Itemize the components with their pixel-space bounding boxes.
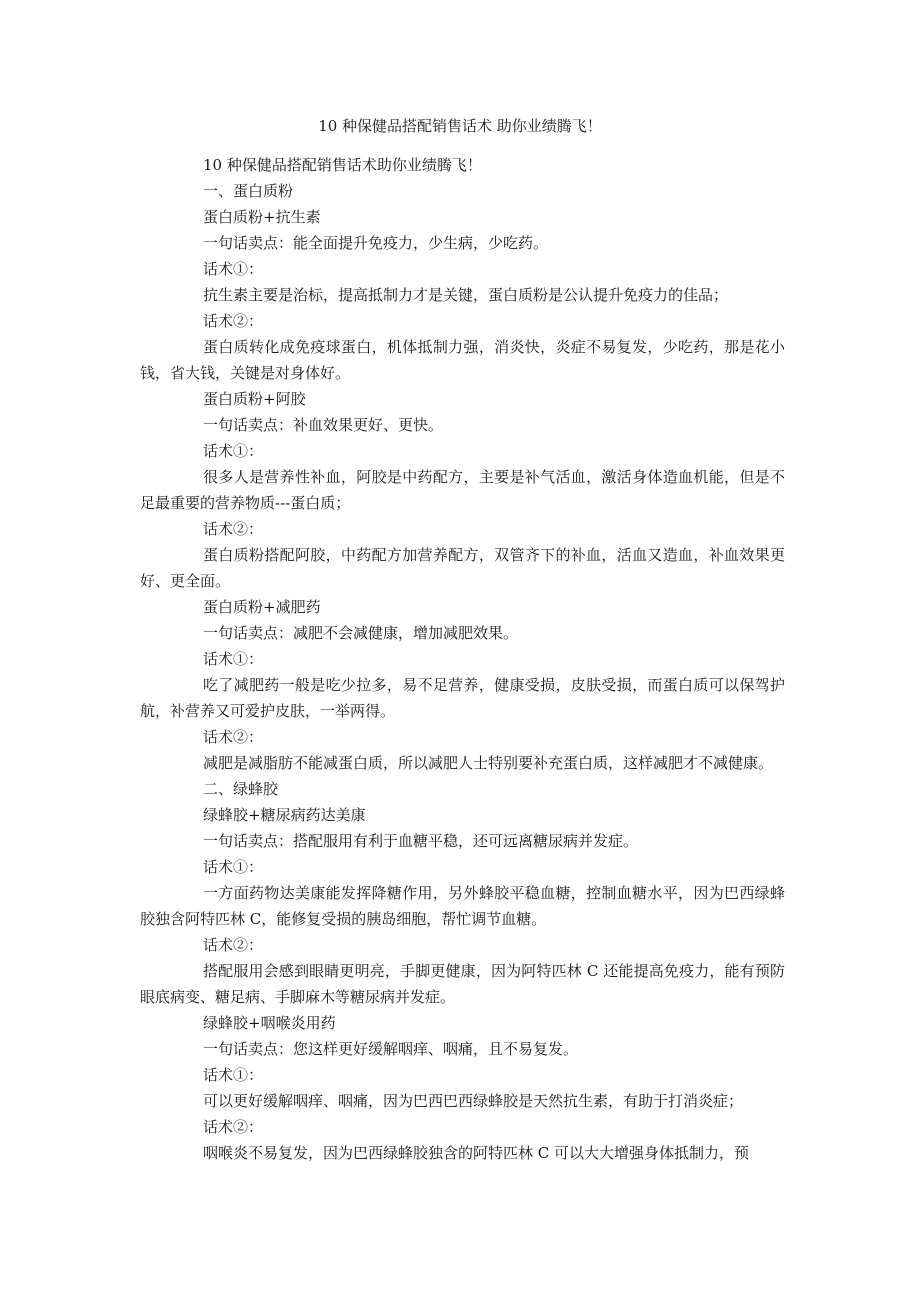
selling-point: 一句话卖点：能全面提升免疫力，少生病，少吃药。 (203, 234, 549, 252)
script-text: 吃了减肥药一般是吃少拉多，易不足营养，健康受损，皮肤受损，而蛋白质可以保驾护航，补营养又可爱护皮肤，一举两得。 (140, 676, 785, 720)
selling-point: 一句话卖点：您这样更好缓解咽痒、咽痛，且不易复发。 (203, 1040, 579, 1058)
script-text: 抗生素主要是治标，提高抵制力才是关键，蛋白质粉是公认提升免疫力的佳品； (203, 286, 729, 304)
script-text: 咽喉炎不易复发，因为巴西绿蜂胶独含的阿特匹林 C 可以大大增强身体抵制力，预 (203, 1144, 750, 1162)
combo-heading: 蛋白质粉+抗生素 (203, 208, 321, 226)
document-title: 10 种保健品搭配销售话术 助你业绩腾飞！ (318, 117, 602, 135)
combo-heading: 蛋白质粉+减肥药 (203, 598, 321, 616)
combo-heading: 蛋白质粉+阿胶 (203, 390, 306, 408)
script-label: 话术②： (203, 728, 264, 746)
script-label: 话术②： (203, 1118, 264, 1136)
document-body (140, 152, 785, 1166)
selling-point: 一句话卖点：搭配服用有利于血糖平稳，还可远离糖尿病并发症。 (203, 832, 639, 850)
script-label: 话术①： (203, 442, 264, 460)
script-text: 很多人是营养性补血，阿胶是中药配方，主要是补气活血，激活身体造血机能，但是不足最重要的营养物质---蛋白质； (140, 468, 785, 512)
script-label: 话术②： (203, 936, 264, 954)
script-text: 蛋白质粉搭配阿胶，中药配方加营养配方，双管齐下的补血，活血又造血，补血效果更好、更全面。 (140, 546, 785, 590)
selling-point: 一句话卖点：补血效果更好、更快。 (203, 416, 444, 434)
script-text: 搭配服用会感到眼睛更明亮，手脚更健康，因为阿特匹林 C 还能提高免疫力，能有预防眼底病变、糖足病、手脚麻木等糖尿病并发症。 (140, 962, 785, 1006)
paragraph-subtitle: 10 种保健品搭配销售话术助你业绩腾飞！ (203, 156, 482, 174)
selling-point: 一句话卖点：减肥不会减健康，增加减肥效果。 (203, 624, 519, 642)
script-label: 话术①： (203, 260, 264, 278)
script-text: 蛋白质转化成免疫球蛋白，机体抵制力强，消炎快，炎症不易复发，少吃药，那是花小钱，省大钱，关键是对身体好。 (140, 338, 785, 382)
script-text: 可以更好缓解咽痒、咽痛，因为巴西巴西绿蜂胶是天然抗生素，有助于打消炎症； (203, 1092, 744, 1110)
script-label: 话术②： (203, 520, 264, 538)
script-label: 话术①： (203, 650, 264, 668)
section-heading-green-propolis: 二、绿蜂胶 (203, 780, 279, 798)
script-text: 一方面药物达美康能发挥降糖作用，另外蜂胶平稳血糖，控制血糖水平，因为巴西绿蜂胶独含阿特匹林 C，能修复受损的胰岛细胞，帮忙调节血糖。 (140, 884, 785, 928)
section-heading-protein-powder: 一、蛋白质粉 (203, 182, 294, 200)
combo-heading: 绿蜂胶+咽喉炎用药 (203, 1014, 336, 1032)
script-text: 减肥是减脂肪不能减蛋白质，所以减肥人士特别要补充蛋白质，这样减肥才不减健康。 (203, 754, 774, 772)
combo-heading: 绿蜂胶+糖尿病药达美康 (203, 806, 366, 824)
script-label: 话术①： (203, 1066, 264, 1084)
script-label: 话术②： (203, 312, 264, 330)
script-label: 话术①： (203, 858, 264, 876)
